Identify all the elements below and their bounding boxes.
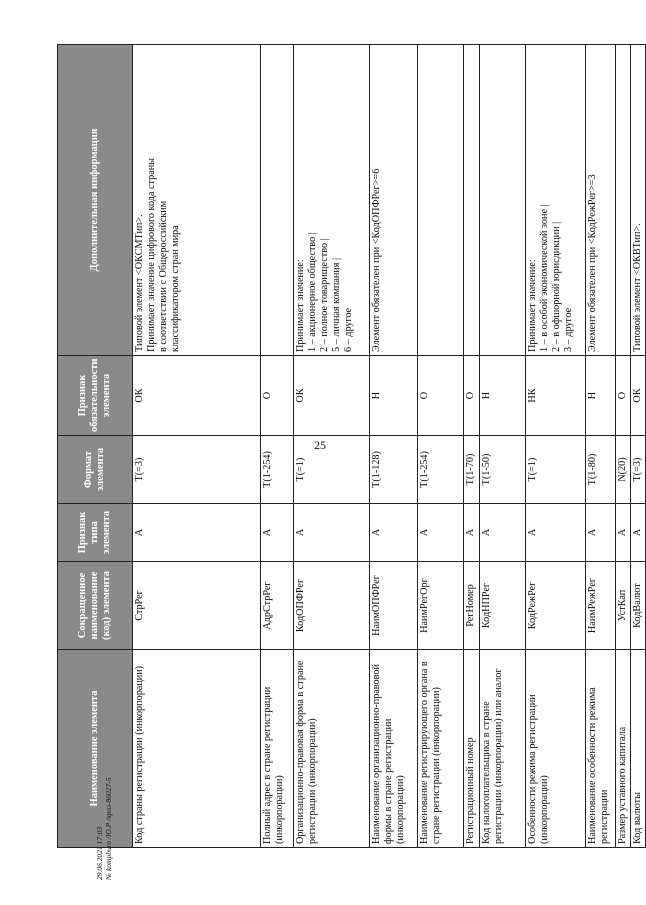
cell-name: Полный адрес в стране регистрации (инкорпорации) xyxy=(261,650,294,848)
info-line: 5 – личная компания | xyxy=(331,257,343,352)
table-row xyxy=(261,45,294,848)
elements-table xyxy=(57,44,646,848)
header-type: Признак типа элемента xyxy=(58,504,133,562)
info-line: в соответствии с Общероссийским xyxy=(158,200,170,352)
info-line: Принимает значение: xyxy=(527,259,538,352)
cell-info xyxy=(418,45,464,356)
cell-format: Т(1-128) xyxy=(370,436,418,504)
table-row xyxy=(418,45,464,848)
cell-name: Код валюты xyxy=(631,650,646,848)
footer-date: 29.06.2021 17:03 xyxy=(95,826,104,880)
cell-required: ОК xyxy=(133,356,261,436)
info-line: классификатором стран мира xyxy=(170,225,182,352)
cell-type: А xyxy=(133,504,261,562)
cell-format: Т(=1) xyxy=(526,436,586,504)
header-required: Признак обязательности элемента xyxy=(58,356,133,436)
cell-name: Размер уставного капитала xyxy=(616,650,631,848)
cell-name: Наименование особенности режима регистрации xyxy=(586,650,616,848)
cell-type: А xyxy=(294,504,370,562)
cell-info xyxy=(261,45,294,356)
info-line: Типовой элемент <ОКВТип>. xyxy=(632,223,644,352)
cell-name: Организационно-правовая форма в стране регистрации (инкорпорации) xyxy=(294,650,370,848)
cell-required: Н xyxy=(370,356,418,436)
header-info: Дополнительная информация xyxy=(58,45,133,356)
cell-name: Код страны регистрации (инкорпорации) xyxy=(133,650,261,848)
cell-type: А xyxy=(526,504,586,562)
cell-required: Н xyxy=(480,356,526,436)
cell-type: А xyxy=(261,504,294,562)
header-format: Формат элемента xyxy=(58,436,133,504)
cell-code: КодРежРег xyxy=(526,562,586,650)
cell-format: N(20) xyxy=(616,436,631,504)
footer-id: № kompburo /Ю.Р /яроз-86027-5 xyxy=(103,777,113,880)
cell-name: Код налогоплательщика в стране регистрации (инкорпорации) или аналог xyxy=(480,650,526,848)
footer-stamp xyxy=(96,777,113,880)
table-row xyxy=(631,45,646,848)
info-line: 1 – акционерное общество | xyxy=(307,232,319,352)
cell-format: Т(1-254) xyxy=(418,436,464,504)
info-line: Типовой элемент <ОКСМТип>. xyxy=(134,214,145,352)
cell-required: О xyxy=(261,356,294,436)
cell-format: Т(1-70) xyxy=(464,436,480,504)
cell-name: Особенности режима регистрации (инкорпорации) xyxy=(526,650,586,848)
cell-format: Т(=3) xyxy=(133,436,261,504)
cell-name: Наименование регистрирующего органа в стране регистрации (инкорпорации) xyxy=(418,650,464,848)
cell-type: А xyxy=(370,504,418,562)
cell-name: Наименование организационно-правовой формы в стране регистрации (инкорпорации) xyxy=(370,650,418,848)
info-line: Элемент обязателен при <КодОПФРег>=6 xyxy=(371,168,382,352)
cell-type: А xyxy=(631,504,646,562)
table-row xyxy=(526,45,586,848)
info-line: 2 – в офшорной юрисдикции | xyxy=(551,221,563,352)
table-row xyxy=(133,45,261,848)
cell-required: О xyxy=(464,356,480,436)
cell-type: А xyxy=(464,504,480,562)
cell-info xyxy=(480,45,526,356)
cell-info xyxy=(586,45,616,356)
info-line: Принимает значение цифрового кода страны xyxy=(146,157,158,352)
info-line: 6 – другое xyxy=(343,307,355,352)
cell-code: КодВалют xyxy=(631,562,646,650)
cell-info xyxy=(631,45,646,356)
cell-required: О xyxy=(616,356,631,436)
table-row xyxy=(616,45,631,848)
table-row xyxy=(464,45,480,848)
cell-type: А xyxy=(418,504,464,562)
info-line: 1 – в особой экономической зоне | xyxy=(539,204,551,352)
cell-code: НаимОПФРег xyxy=(370,562,418,650)
info-line: 2 – полное товарищество | xyxy=(319,238,331,352)
cell-type: А xyxy=(480,504,526,562)
table-row xyxy=(480,45,526,848)
header-name: Наименование элемента xyxy=(58,650,133,848)
cell-required: ОК xyxy=(631,356,646,436)
page-number: 25 xyxy=(314,438,326,452)
cell-format: Т(=3) xyxy=(631,436,646,504)
header-code: Сокращенное наименование (код) элемента xyxy=(58,562,133,650)
cell-format: Т(1-50) xyxy=(480,436,526,504)
rotated-table-container xyxy=(57,45,644,848)
cell-info xyxy=(526,45,586,356)
info-line: 3 – другое xyxy=(563,307,575,352)
cell-required: О xyxy=(418,356,464,436)
cell-info xyxy=(464,45,480,356)
info-line: Принимает значение: xyxy=(295,259,306,352)
cell-info xyxy=(133,45,261,356)
cell-format: Т(=1) xyxy=(294,436,370,504)
cell-format: Т(1-254) xyxy=(261,436,294,504)
cell-type: А xyxy=(616,504,631,562)
cell-format: Т(1-80) xyxy=(586,436,616,504)
cell-info xyxy=(370,45,418,356)
cell-code: АдрСтрРег xyxy=(261,562,294,650)
cell-name: Регистрационный номер xyxy=(464,650,480,848)
cell-required: НК xyxy=(526,356,586,436)
cell-info xyxy=(616,45,631,356)
info-line: Элемент обязателен при <КодРежРег>=3 xyxy=(587,174,598,352)
cell-info xyxy=(294,45,370,356)
cell-code: РегНомер xyxy=(464,562,480,650)
table-header-row xyxy=(58,45,133,848)
table-row xyxy=(370,45,418,848)
cell-required: ОК xyxy=(294,356,370,436)
cell-type: А xyxy=(586,504,616,562)
cell-code: НаимРежРег xyxy=(586,562,616,650)
cell-required: Н xyxy=(586,356,616,436)
cell-code: КодНПРег xyxy=(480,562,526,650)
cell-code: УстКап xyxy=(616,562,631,650)
table-row xyxy=(294,45,370,848)
cell-code: СтрРег xyxy=(133,562,261,650)
cell-code: КодОПФРег xyxy=(294,562,370,650)
table-row xyxy=(586,45,616,848)
cell-code: НаимРегОрг xyxy=(418,562,464,650)
